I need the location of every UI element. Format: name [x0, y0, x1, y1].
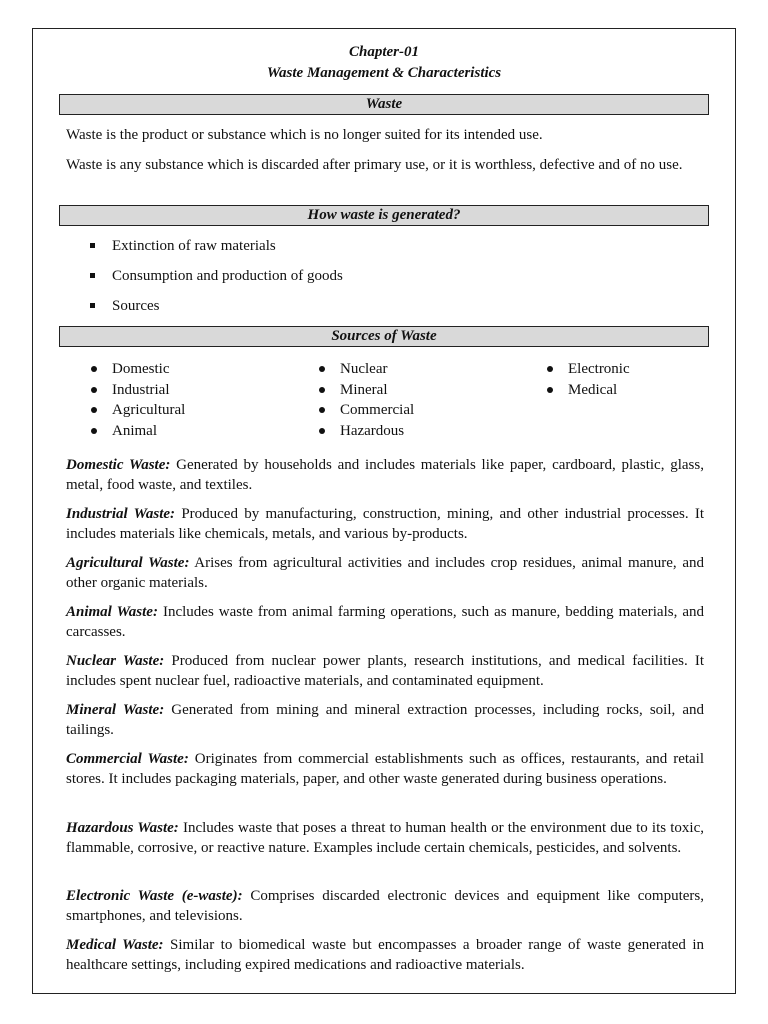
list-item: Consumption and production of goods	[88, 266, 343, 296]
sources-column-1	[88, 359, 185, 442]
chapter-label: Chapter-01	[348, 44, 419, 60]
definition-text: Includes waste that poses a threat to human health or the environment due to its toxic, flammable, corrosive, or reactive nature. Examples include certain chemicals, pesticides, and solvents.	[66, 820, 704, 856]
list-item: Nuclear	[316, 359, 414, 380]
definition-mineral	[66, 700, 704, 740]
definition-term: Agricultural Waste:	[66, 555, 190, 571]
list-item: Hazardous	[316, 421, 414, 442]
paragraph-waste-2: Waste is any substance which is discarded after primary use, or it is worthless, defective and of no use.	[66, 157, 683, 173]
definition-text: Comprises discarded electronic devices and equipment like computers, smartphones, and televisions.	[66, 888, 704, 924]
definition-industrial	[66, 504, 704, 544]
sources-column-2	[316, 359, 414, 442]
list-item: Medical	[544, 380, 630, 401]
definition-text: Generated from mining and mineral extraction processes, including rocks, soil, and tailings.	[66, 702, 704, 738]
list-item: Electronic	[544, 359, 630, 380]
definition-nuclear	[66, 651, 704, 691]
section-heading-waste: Waste	[59, 94, 709, 115]
definition-text: Similar to biomedical waste but encompasses a broader range of waste generated in healthcare settings, including expired medications and radioactive materials.	[66, 937, 704, 973]
list-item: Agricultural	[88, 400, 185, 421]
definition-term: Domestic Waste:	[66, 457, 171, 473]
definition-domestic	[66, 455, 704, 495]
definition-text: Originates from commercial establishments such as offices, restaurants, and retail stores. It includes packaging materials, paper, and other waste generated during business operations.	[66, 751, 705, 787]
section-heading-generation: How waste is generated?	[59, 205, 709, 226]
definition-term: Commercial Waste:	[66, 751, 189, 767]
definition-hazardous	[66, 818, 704, 858]
definition-term: Nuclear Waste:	[66, 653, 165, 669]
definition-term: Electronic Waste (e-waste):	[66, 888, 243, 904]
definition-commercial	[66, 749, 704, 789]
paragraph-waste-1: Waste is the product or substance which is no longer suited for its intended use.	[66, 127, 543, 143]
definition-text: Generated by households and includes materials like paper, cardboard, plastic, glass, metal, food waste, and textiles.	[66, 457, 704, 493]
definition-term: Industrial Waste:	[66, 506, 176, 522]
definition-term: Animal Waste:	[66, 604, 158, 620]
list-item: Extinction of raw materials	[88, 236, 343, 266]
generation-list	[88, 236, 343, 326]
list-item: Domestic	[88, 359, 185, 380]
definition-text: Arises from agricultural activities and includes crop residues, animal manure, and other organic materials.	[66, 555, 704, 591]
definition-animal	[66, 602, 704, 642]
definition-term: Medical Waste:	[66, 937, 164, 953]
list-item: Industrial	[88, 380, 185, 401]
list-item: Mineral	[316, 380, 414, 401]
definition-text: Produced from nuclear power plants, research institutions, and medical facilities. It includes spent nuclear fuel, radioactive materials, and contaminated equipment.	[66, 653, 705, 689]
page-title: Waste Management & Characteristics	[266, 65, 502, 81]
sources-column-3	[544, 359, 630, 400]
definition-agricultural	[66, 553, 704, 593]
definition-text: Produced by manufacturing, construction, mining, and other industrial processes. It includes materials like chemicals, metals, and various by-products.	[66, 506, 705, 542]
page-frame	[32, 28, 736, 994]
list-item: Animal	[88, 421, 185, 442]
list-item: Commercial	[316, 400, 414, 421]
definition-term: Hazardous Waste:	[66, 820, 179, 836]
definition-term: Mineral Waste:	[66, 702, 165, 718]
definition-medical	[66, 935, 704, 975]
list-item: Sources	[88, 296, 343, 326]
definition-electronic	[66, 886, 704, 926]
definition-text: Includes waste from animal farming operations, such as manure, bedding materials, and carcasses.	[66, 604, 705, 640]
section-heading-sources: Sources of Waste	[59, 326, 709, 347]
